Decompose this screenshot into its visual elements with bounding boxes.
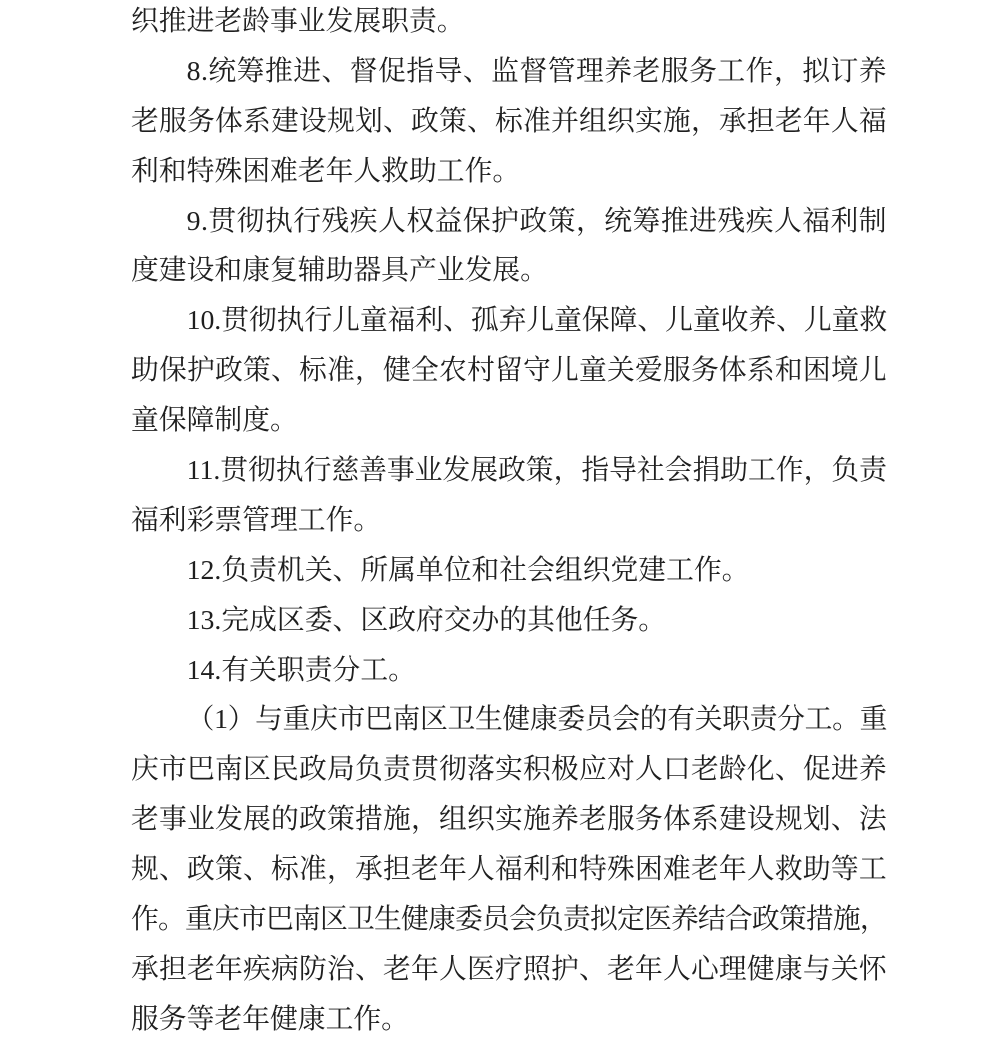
text-line-content: 服务等老年健康工作。: [131, 1003, 409, 1035]
paragraph: [131, 546, 887, 596]
paragraph: [131, 695, 887, 1044]
paragraph: [131, 596, 887, 646]
text-line-content: 9.贯彻执行残疾人权益保护政策，统筹推进残疾人福利制: [186, 205, 888, 237]
text-line: [131, 47, 887, 97]
text-line: [131, 945, 887, 995]
paragraph: [131, 47, 887, 197]
text-line-content: 助保护政策、标准，健全农村留守儿童关爱服务体系和困境儿: [131, 355, 887, 387]
text-line-content: 度建设和康复辅助器具产业发展。: [131, 255, 548, 287]
text-line-content: （1）与重庆市巴南区卫生健康委员会的有关职责分工。重: [186, 704, 888, 736]
text-line-content: 13.完成区委、区政府交办的其他任务。: [186, 604, 667, 636]
paragraph: [131, 296, 887, 446]
text-line: [131, 995, 887, 1045]
paragraph: [131, 646, 887, 696]
text-line: [131, 795, 887, 845]
text-line-content: 承担老年疾病防治、老年人医疗照护、老年人心理健康与关怀: [131, 953, 887, 985]
text-line-content: 8.统筹推进、督促指导、监督管理养老服务工作，拟订养: [186, 55, 888, 87]
text-line: [131, 596, 887, 646]
text-line-content: 童保障制度。: [131, 405, 298, 437]
text-line: [131, 895, 887, 945]
text-line-content: 庆市巴南区民政局负责贯彻落实积极应对人口老龄化、促进养: [131, 754, 887, 786]
text-line: [131, 97, 887, 147]
text-line: [131, 396, 887, 446]
text-line-content: 11.贯彻执行慈善事业发展政策，指导社会捐助工作，负责: [186, 455, 887, 487]
text-line: [131, 646, 887, 696]
text-line-content: 老服务体系建设规划、政策、标准并组织实施，承担老年人福: [131, 105, 887, 137]
text-line: [131, 546, 887, 596]
text-line-content: 10.贯彻执行儿童福利、孤弃儿童保障、儿童收养、儿童救: [186, 305, 888, 337]
text-line: [131, 246, 887, 296]
text-line-content: 利和特殊困难老年人救助工作。: [131, 155, 521, 187]
text-line-content: 作。重庆市巴南区卫生健康委员会负责拟定医养结合政策措施，: [131, 904, 887, 936]
text-line: [131, 147, 887, 197]
paragraph: [131, 446, 887, 546]
text-line-content: 织推进老龄事业发展职责。: [131, 6, 465, 37]
text-line: [131, 695, 887, 745]
text-line: [131, 0, 887, 47]
text-line: [131, 296, 887, 346]
text-line: [131, 496, 887, 546]
document-page: [131, 0, 887, 1045]
paragraph: [131, 0, 887, 47]
text-line: [131, 845, 887, 895]
text-line: [131, 446, 887, 496]
paragraph: [131, 197, 887, 297]
text-line: [131, 346, 887, 396]
text-line-content: 福利彩票管理工作。: [131, 504, 382, 536]
text-line-content: 规、政策、标准，承担老年人福利和特殊困难老年人救助等工: [131, 854, 887, 886]
text-line: [131, 197, 887, 247]
text-line-content: 老事业发展的政策措施，组织实施养老服务体系建设规划、法: [131, 804, 887, 836]
text-line-content: 14.有关职责分工。: [186, 654, 416, 686]
text-line: [131, 745, 887, 795]
text-line-content: 12.负责机关、所属单位和社会组织党建工作。: [186, 554, 750, 586]
